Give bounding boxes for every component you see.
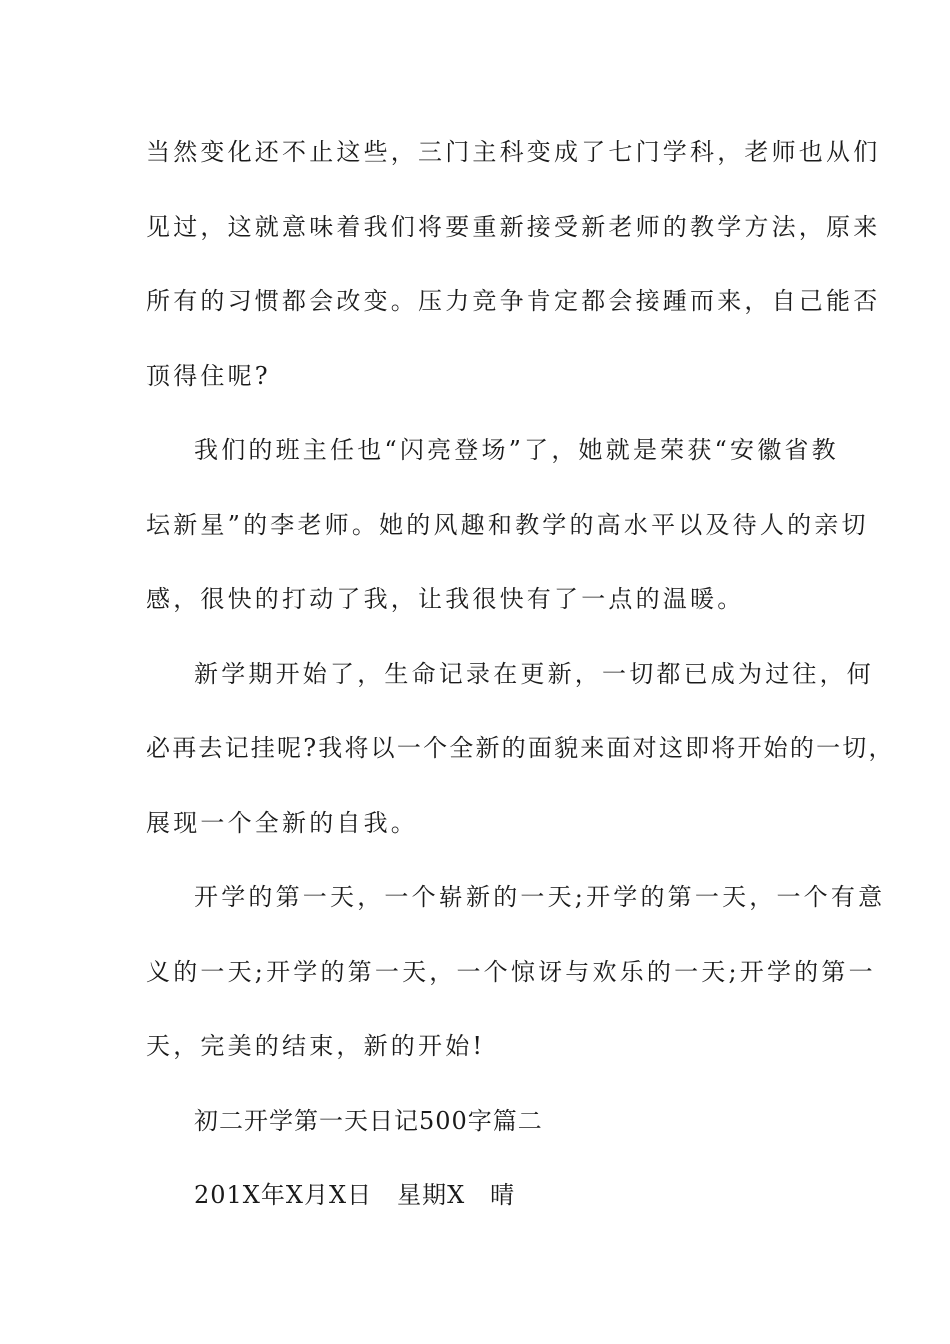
section-title: 初二开学第一天日记500字篇二	[194, 1107, 543, 1135]
paragraph-3-line-1: 新学期开始了，生命记录在更新，一切都已成为过往，何	[194, 660, 874, 688]
paragraph-2-line-3: 感，很快的打动了我，让我很快有了一点的温暖。	[146, 585, 745, 613]
paragraph-1-line-4: 顶得住呢?	[146, 362, 271, 390]
paragraph-1-line-2: 见过，这就意味着我们将要重新接受新老师的教学方法，原来	[146, 213, 881, 241]
paragraph-3-line-3: 展现一个全新的自我。	[146, 809, 418, 837]
paragraph-2-line-2: 坛新星”的李老师。她的风趣和教学的高水平以及待人的亲切	[146, 511, 869, 539]
paragraph-2-line-1: 我们的班主任也“闪亮登场”了，她就是荣获“安徽省教	[194, 436, 839, 464]
paragraph-4-line-2: 义的一天;开学的第一天，一个惊讶与欢乐的一天;开学的第一	[146, 958, 876, 986]
paragraph-4-line-1: 开学的第一天，一个崭新的一天;开学的第一天，一个有意	[194, 883, 886, 911]
paragraph-4-line-3: 天，完美的结束，新的开始!	[146, 1032, 486, 1060]
paragraph-1-line-1: 当然变化还不止这些，三门主科变成了七门学科，老师也从们	[146, 138, 881, 166]
date-line: 201X年X月X日 星期X 晴	[194, 1181, 516, 1209]
paragraph-3-line-2: 必再去记挂呢?我将以一个全新的面貌来面对这即将开始的一切，	[146, 734, 895, 762]
paragraph-1-line-3: 所有的习惯都会改变。压力竞争肯定都会接踵而来，自己能否	[146, 287, 881, 315]
